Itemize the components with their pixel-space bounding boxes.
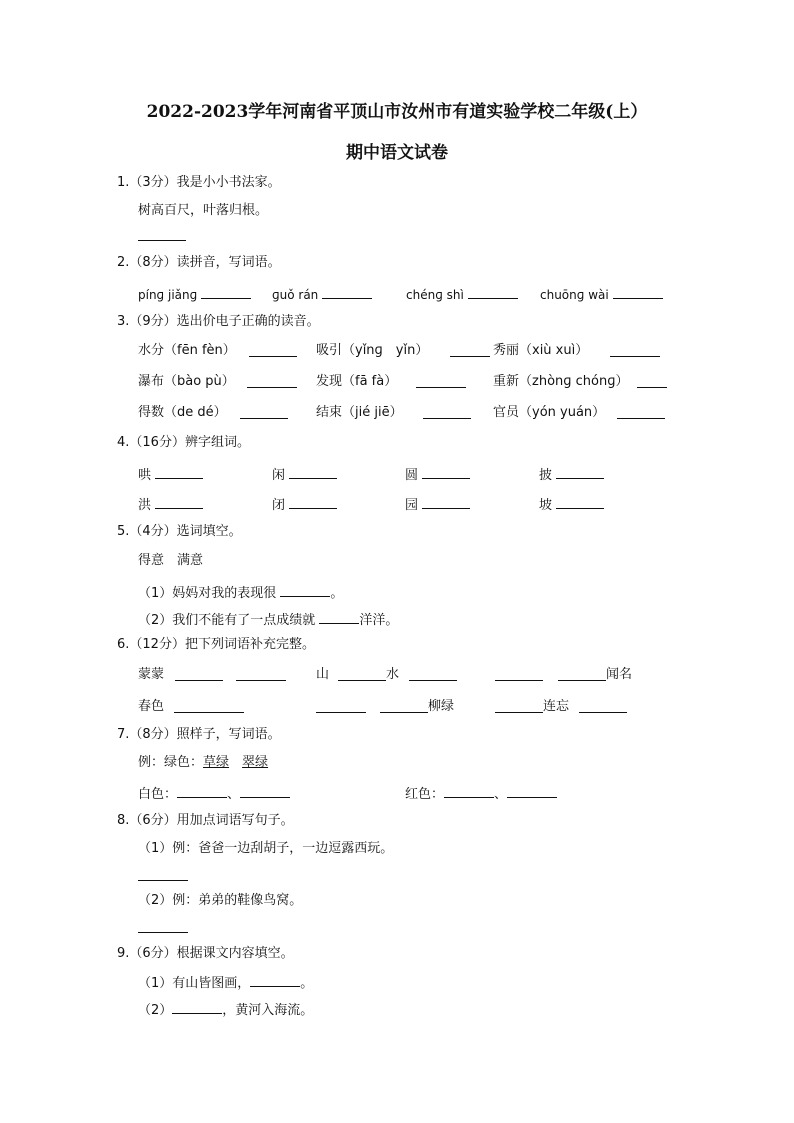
q6-word: 连忘 [543,699,570,714]
q3-word: 重新（zhònɡ chónɡ） [493,374,629,389]
q4-char: 闲 [272,468,286,483]
q7-example-word-2: 翠绿 [242,755,269,770]
q6-word: 闻名 [606,667,633,682]
q9-blank[interactable] [250,972,300,987]
q4-item [138,464,203,485]
q2-item [138,284,251,304]
q9-sentence-1 [138,972,313,993]
q7-red [405,783,557,804]
q3-word: 官员（yón yuán） [493,405,606,420]
q7-sep: 、 [227,787,241,802]
q2-pinyin: chénɡ shì [406,288,464,302]
q8-example-2: （2）例：弟弟的鞋像鸟窝。 [138,893,303,908]
q7-blank[interactable] [444,783,494,798]
q6-blank[interactable] [409,666,457,687]
q4-item [272,494,337,515]
q5-word-choices: 得意 满意 [138,553,204,568]
q6-word: 水 [386,667,400,682]
q7-stem: 7.（8分）照样子，写词语。 [117,727,281,742]
q6-blank[interactable] [380,698,428,719]
q5-sentence-2 [138,609,398,630]
q7-blank[interactable] [240,783,290,798]
q7-example-label: 例：绿色： [138,755,204,770]
q4-blank[interactable] [155,494,203,509]
q7-sep: 、 [494,787,508,802]
q9-sentence-2 [138,999,313,1020]
q2-item [272,284,372,304]
q2-item [406,284,518,304]
q2-stem: 2.（8分）读拼音，写词语。 [117,255,281,270]
q1-stem: 1.（3分）我是小小书法家。 [117,175,281,190]
q9-s1-post: 。 [300,976,314,991]
q9-stem: 9.（6分）根据课文内容填空。 [117,946,294,961]
q2-blank[interactable] [613,284,663,299]
q4-blank[interactable] [289,494,337,509]
q4-blank[interactable] [556,494,604,509]
q5-s1-post: 。 [330,586,344,601]
q9-s1-pre: （1）有山皆图画， [138,976,251,991]
q8-answer-line-1[interactable] [138,866,188,887]
q2-blank[interactable] [201,284,251,299]
q8-answer-line-2[interactable] [138,918,188,939]
q2-blank[interactable] [322,284,372,299]
q3-word: 水分（fēn fèn） [138,343,236,358]
q6-blank[interactable] [495,698,543,719]
q3-word: 结束（jié jiē） [316,405,403,420]
q4-blank[interactable] [289,464,337,479]
q4-char: 坡 [539,498,553,513]
q5-s1-pre: （1）妈妈对我的表现很 [138,586,277,601]
q4-blank[interactable] [556,464,604,479]
q5-sentence-1 [138,582,343,603]
q3-blank[interactable] [637,373,667,394]
q1-text: 树高百尺，叶落归根。 [138,203,269,218]
q3-blank[interactable] [249,342,297,363]
q6-word: 蒙蒙 [138,667,165,682]
q6-blank[interactable] [175,666,223,687]
q1-answer-line[interactable] [138,226,186,247]
q5-stem: 5.（4分）选词填空。 [117,524,242,539]
q6-blank[interactable] [495,666,543,687]
q4-blank[interactable] [155,464,203,479]
q4-blank[interactable] [422,494,470,509]
q4-item [539,464,604,485]
q3-blank[interactable] [423,404,471,425]
q4-char: 闭 [272,498,286,513]
q3-word: 秀丽（xiù xuì） [493,343,589,358]
q3-blank[interactable] [610,342,660,363]
q3-blank[interactable] [240,404,288,425]
page-title-line2: 期中语文试卷 [346,143,448,163]
q8-stem: 8.（6分）用加点词语写句子。 [117,813,294,828]
q6-word: 山 [316,667,330,682]
q6-word: 春色 [138,699,165,714]
q3-word: 瀑布（bào pù） [138,374,235,389]
q7-red-label: 红色： [405,787,445,802]
q2-pinyin: ɡuǒ rán [272,288,319,302]
q3-word: 吸引（yǐnɡ yǐn） [316,343,429,358]
q4-blank[interactable] [422,464,470,479]
q7-white-label: 白色： [138,787,178,802]
q5-blank[interactable] [319,609,359,624]
q7-example [138,754,268,772]
q5-blank[interactable] [280,582,330,597]
q6-word: 柳绿 [428,699,455,714]
q7-white [138,783,290,804]
q3-word: 发现（fā fà） [316,374,398,389]
q4-item [405,464,470,485]
q4-item [539,494,604,515]
q3-blank[interactable] [247,373,297,394]
q4-char: 园 [405,498,419,513]
q5-s2-pre: （2）我们不能有了一点成绩就 [138,613,316,628]
q7-blank[interactable] [177,783,227,798]
q6-stem: 6.（12分）把下列词语补充完整。 [117,637,315,652]
q9-s2-post: ，黄河入海流。 [222,1003,314,1018]
q4-char: 哄 [138,468,152,483]
q9-s2-pre: （2） [138,1003,173,1018]
q2-blank[interactable] [468,284,518,299]
q5-s2-post: 洋洋。 [359,613,399,628]
q4-item [405,494,470,515]
q4-item [138,494,203,515]
q8-example-1: （1）例：爸爸一边刮胡子，一边逗露西玩。 [138,841,394,856]
q6-blank[interactable] [236,666,286,687]
q4-char: 披 [539,468,553,483]
q6-blank[interactable] [316,698,366,719]
q7-example-word-1: 草绿 [203,755,230,770]
q6-blank[interactable] [558,666,606,687]
q9-blank[interactable] [172,999,222,1014]
q2-pinyin: chuōnɡ wài [540,288,609,302]
q3-blank[interactable] [617,404,665,425]
q2-item [540,284,663,304]
q4-char: 圆 [405,468,419,483]
q4-char: 洪 [138,498,152,513]
q3-blank[interactable] [416,373,466,394]
page-title-line1: 2022-2023学年河南省平顶山市汝州市有道实验学校二年级(上） [146,102,648,122]
q3-word: 得数（de dé） [138,405,227,420]
q6-blank[interactable] [174,698,244,719]
q2-pinyin: pínɡ jiǎnɡ [138,288,198,302]
q6-blank[interactable] [338,666,386,687]
q3-stem: 3.（9分）选出价电子正确的读音。 [117,314,320,329]
q7-blank[interactable] [507,783,557,798]
q6-blank[interactable] [579,698,627,719]
q4-item [272,464,337,485]
q3-blank[interactable] [450,342,490,363]
q4-stem: 4.（16分）辨字组词。 [117,435,250,450]
